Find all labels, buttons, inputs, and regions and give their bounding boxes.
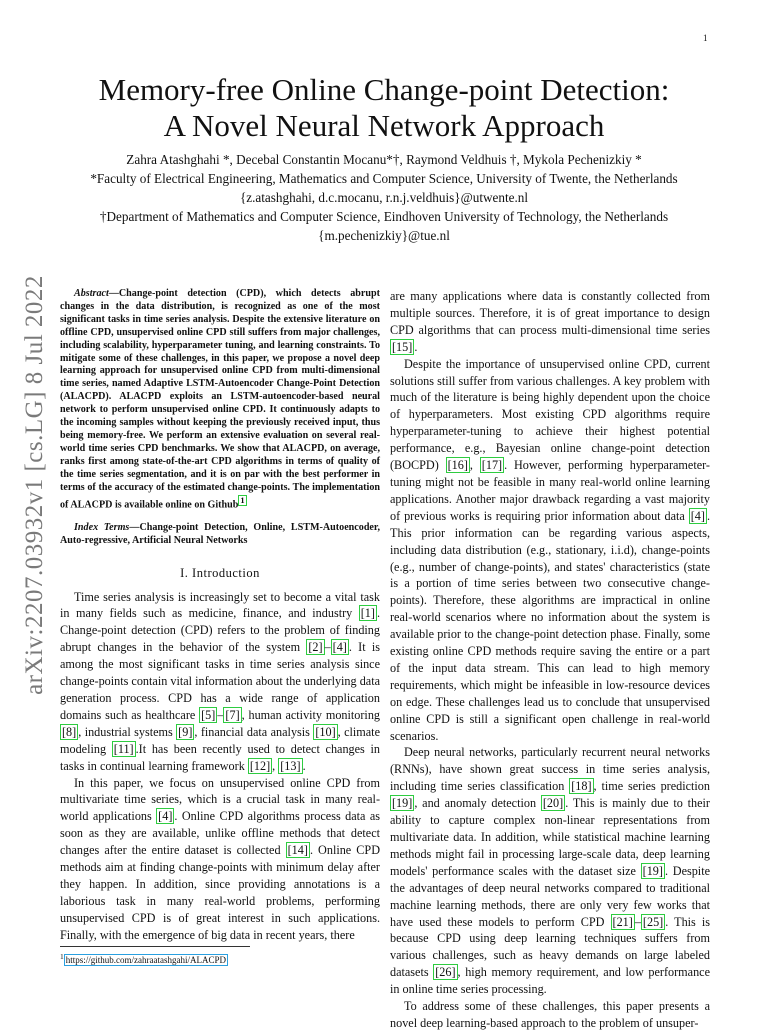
citation-link[interactable]: [26] — [435, 965, 456, 980]
citation-link[interactable]: [19] — [642, 863, 663, 878]
page-number: 1 — [703, 33, 708, 43]
citation-link[interactable]: [7] — [225, 707, 240, 722]
citation-link[interactable]: [5] — [201, 707, 216, 722]
arxiv-stamp: arXiv:2207.03932v1 [cs.LG] 8 Jul 2022 — [21, 275, 48, 695]
index-terms-text: —Change-point Detection, Online, LSTM-Autoencoder, Auto-regressive, Artificial Neural Networks — [60, 521, 380, 546]
paragraph: Time series analysis is increasingly set to become a vital task in many fields such as medicine, finance, and industry [1] . Change-point detection (CPD) refers to the problem of finding abrupt changes in the behavior of the system [2] – [4] . It is among the most significant tasks in time series analysis since change-points contain vital information about the underlying data generation process. CPD has a wide range of application domains such as healthcare [5] – [7] , human activity monitoring [8] , industrial systems [9] , financial data analysis [10] , climate modeling [11] .It has been recently used to detect changes in tasks in continual learning framework [12] , [13] . — [60, 589, 381, 773]
citation-link[interactable]: [16] — [447, 458, 468, 473]
paragraph: Deep neural networks, particularly recurrent neural networks (RNNs), have shown great success in time series analysis, including time series classification [18] , time series prediction [19] , and anomaly detection [20] . This is mainly due to their ability to capture complex non-linear representations from multivariate data. In addition, while statistical machine learning methods might fail in processing large-scale data, deep learning models' performance scales with the dataset size [19] . Despite the advantages of deep neural networks compared to traditional machine learning methods, there are only very few works that have used these models to perform CPD [21] – [25] . This is because CPD using deep learning techniques suffers from various challenges, such as heavy demands on large labeled datasets [26] , high memory requirement, and low performance in online time series processing. — [390, 745, 710, 997]
affiliation-1: *Faculty of Electrical Engineering, Mathematics and Computer Science, University of Twente, the Netherlands — [90, 171, 678, 186]
citation-link[interactable]: [4] — [332, 640, 347, 655]
citation-link[interactable]: [12] — [249, 758, 271, 773]
title-line-1: Memory-free Online Change-point Detection: — [98, 72, 670, 107]
citation-link[interactable]: [25] — [642, 914, 664, 929]
footnote-mark: 1 — [60, 952, 64, 961]
abstract-text: —Change-point detection (CPD), which detects abrupt changes in the data distribution, is recognized as one of the most significant tasks in time series analysis. Despite the extensive literature on offline CPD, unsupervised online CPD still suffers from major challenges, including scalability, hyperparameter tuning, and learning constraints. To mitigate some of these challenges, in this paper, we propose a novel deep learning approach for unsupervised online CPD from multi-dimensional time series, named Adaptive LSTM-Autoencoder Change-Point Detection (ALACPD). ALACPD exploits an LSTM-autoencoder-based neural network to perform unsupervised online CPD. It continuously adapts to the incoming samples without keeping the previously received input, thus being memory-free. We perform an extensive evaluation on several real-world time series CPD benchmarks. We show that ALACPD, on average, ranks first among state-of-the-art CPD algorithms in terms of quality of the time series segmentation, and it is on par with the best performer in terms of the accuracy of the estimated change-points. The implementation of ALACPD is available online on Github — [60, 288, 380, 510]
section-heading: I. Introduction — [180, 565, 260, 580]
paragraph: To address some of these challenges, this paper presents a novel deep learning-based approach to the problem of unsuper- — [390, 999, 710, 1030]
author-block — [60, 150, 708, 245]
citation-link[interactable]: [15] — [392, 339, 413, 354]
citation-link[interactable]: [17] — [481, 458, 503, 473]
citation-link[interactable]: [4] — [158, 809, 173, 824]
paragraph: In this paper, we focus on unsupervised online CPD from multivariate time series, which is a crucial task in many real-world applications [4] . Online CPD algorithms process data as soon as they are available, unlike offline methods that detect changes after the entire dataset is collected [14] . Online CPD methods aim at finding change-points with minimum delay after they happen. In addition, since providing annotations is a laborious task in many real-world problems, performing unsupervised CPD is of great interest in such applications. Finally, with the emergence of big data in recent years, there — [60, 775, 380, 942]
citation-link[interactable]: [2] — [308, 640, 323, 655]
left-body — [60, 589, 380, 944]
citation-link[interactable]: [10] — [315, 724, 336, 739]
citation-link[interactable]: [8] — [62, 724, 77, 739]
citation-link[interactable]: [13] — [280, 758, 301, 773]
left-column — [60, 288, 380, 944]
citation-link[interactable]: [1] — [360, 606, 375, 621]
affiliation-2: †Department of Mathematics and Computer Science, Eindhoven University of Technology, the Netherlands — [99, 209, 669, 224]
email-2: {m.pechenizkiy}@tue.nl — [318, 228, 450, 243]
citation-link[interactable]: [9] — [178, 724, 193, 739]
citation-link[interactable]: [4] — [690, 508, 705, 523]
citation-link[interactable]: [14] — [287, 843, 308, 858]
citation-link[interactable]: [11] — [113, 741, 134, 756]
paragraph: Despite the importance of unsupervised online CPD, current solutions still suffer from various challenges. A key problem with much of the literature is being highly dependent upon the choice of hyperparameters. Most existing CPD algorithms require hyperparameter-tuning to achieve their highest potential performance, e.g., Bayesian online change-point detection (BOCPD) [16] , [17] . However, performing hyperparameter-tuning might not be feasible in many real-world online learning applications. Another major drawback regarding a vast majority of previous works is requiring prior information about data [4] . This prior information can be regarding various aspects, including data distribution (e.g., stationary, i.i.d), change-points (e.g., number of change-points), and states' characteristics (state is a portion of time series between two consecutive change-points). Therefore, these algorithms are impractical in online real-world scenarios where no information about the system is available prior to the change-point detection phase. Finally, some existing online CPD methods require saving the entire or a part of the input data stream. This can lead to high memory requirements, which might be infeasible in low-resource devices on edge. These challenges lead us to conclude that unsupervised online CPD is still a significant open challenge in real-world scenarios. — [390, 356, 710, 743]
index-terms — [60, 522, 380, 548]
citation-link[interactable]: [18] — [571, 779, 592, 794]
author-names: Zahra Atashghahi *, Decebal Constantin Mocanu*†, Raymond Veldhuis †, Mykola Pechenizkiy * — [126, 152, 642, 167]
email-1: {z.atashghahi, d.c.mocanu, r.n.j.veldhuis}@utwente.nl — [239, 190, 529, 205]
footnote-ref[interactable]: 1 — [240, 495, 245, 505]
right-column — [390, 288, 710, 1032]
citation-link[interactable]: [20] — [542, 796, 564, 811]
paragraph: are many applications where data is constantly collected from multiple sources. Therefore, it is of great importance to design CPD algorithms that can process multi-dimensional time series [15] . — [390, 289, 710, 354]
abstract-lead: Abstract — [74, 288, 109, 299]
title-line-2: A Novel Neural Network Approach — [163, 108, 605, 143]
footnote — [60, 952, 380, 965]
abstract — [60, 288, 380, 512]
github-link[interactable]: https://github.com/zahraatashgahi/ALACPD — [65, 955, 226, 965]
paper-title — [60, 72, 708, 144]
right-body — [390, 288, 710, 1032]
index-terms-lead: Index Terms — [74, 521, 130, 533]
citation-link[interactable]: [19] — [392, 796, 413, 811]
citation-link[interactable]: [21] — [612, 914, 633, 929]
footnote-rule — [60, 946, 250, 947]
